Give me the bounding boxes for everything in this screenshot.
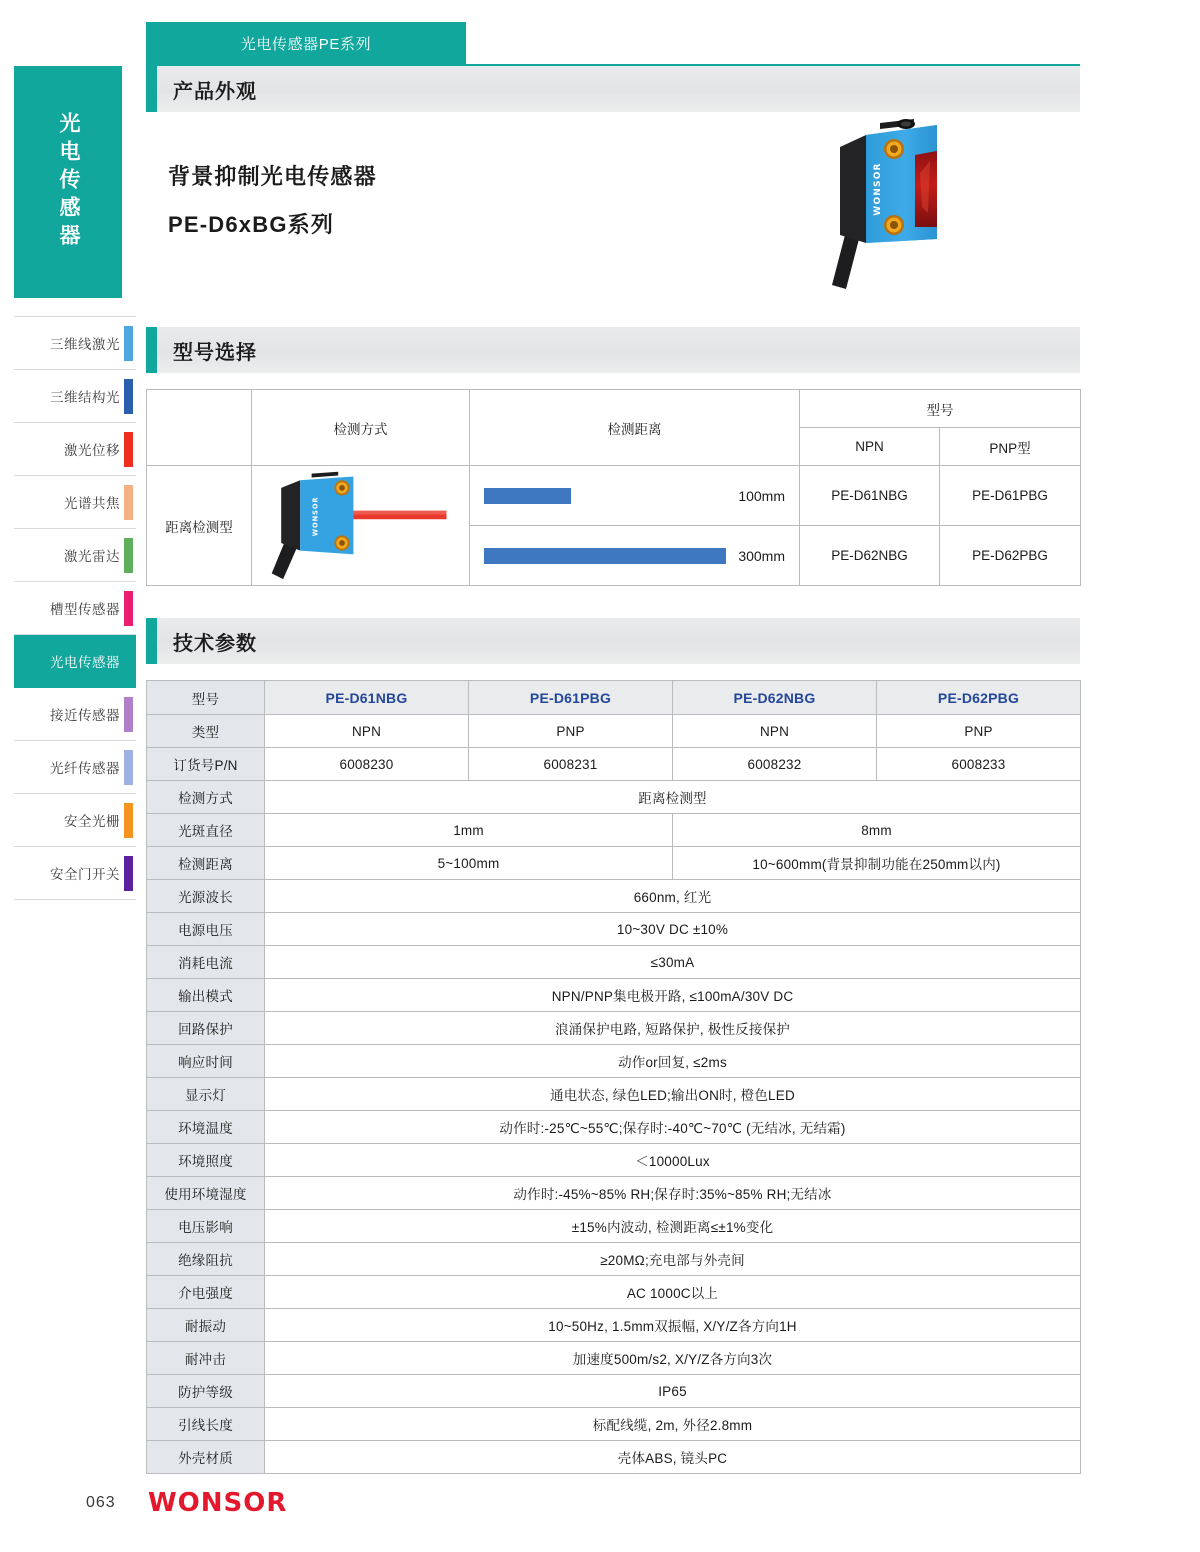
spec-value: 壳体ABS, 镜头PC [265, 1441, 1081, 1474]
model-table-head-detect-distance: 检测距离 [470, 390, 800, 466]
sidebar-item-label: 光纤传感器 [50, 761, 120, 776]
sidebar-item-0[interactable] [14, 317, 136, 370]
spec-row [147, 1210, 1081, 1243]
spec-value: 8mm [673, 814, 1081, 847]
photoelectric-sensor-illustration [796, 117, 1016, 297]
sidebar-item-color-swatch [124, 485, 133, 520]
spec-value: AC 1000C以上 [265, 1276, 1081, 1309]
sidebar-item-color-swatch [124, 750, 133, 785]
sidebar-item-9[interactable] [14, 794, 136, 847]
model-table-distance-cell [470, 526, 800, 586]
model-selection-table [146, 389, 1081, 586]
spec-value: PNP [469, 715, 673, 748]
spec-value: 浪涌保护电路, 短路保护, 极性反接保护 [265, 1012, 1081, 1045]
sidebar-active-category-tab [14, 66, 122, 298]
spec-row-label: 型号 [147, 681, 265, 715]
sidebar-item-4[interactable] [14, 529, 136, 582]
model-table-corner-cell [147, 390, 252, 466]
spec-value: 6008231 [469, 748, 673, 781]
model-table-sensor-thumbnail [252, 466, 470, 586]
model-table-npn-model: PE-D61NBG [800, 466, 940, 526]
spec-row-label: 使用环境湿度 [147, 1177, 265, 1210]
spec-value: 6008230 [265, 748, 469, 781]
sidebar-item-color-swatch [124, 538, 133, 573]
sidebar-item-label: 接近传感器 [50, 708, 120, 723]
spec-model-name: PE-D61NBG [265, 681, 469, 715]
spec-row [147, 1408, 1081, 1441]
model-table-head-detect-method: 检测方式 [252, 390, 470, 466]
spec-value: 动作or回复, ≤2ms [265, 1045, 1081, 1078]
sidebar-item-color-swatch [124, 326, 133, 361]
sidebar-item-label: 安全门开关 [50, 867, 120, 882]
product-name: 背景抑制光电传感器 [168, 164, 377, 189]
page-number: 063 [86, 1494, 116, 1511]
brand-logo: WONSOR [148, 1488, 288, 1518]
sidebar-item-label: 光谱共焦 [64, 496, 120, 511]
spec-row-label: 显示灯 [147, 1078, 265, 1111]
sidebar-item-label: 三维线激光 [50, 337, 120, 352]
spec-value: PNP [877, 715, 1081, 748]
spec-row [147, 979, 1081, 1012]
section-accent-bar [146, 327, 157, 373]
spec-row-label: 电压影响 [147, 1210, 265, 1243]
spec-row-label: 光斑直径 [147, 814, 265, 847]
spec-model-name: PE-D62NBG [673, 681, 877, 715]
sidebar-item-2[interactable] [14, 423, 136, 476]
spec-value: 660nm, 红光 [265, 880, 1081, 913]
spec-value: 通电状态, 绿色LED;输出ON时, 橙色LED [265, 1078, 1081, 1111]
section-header-tech-params [146, 618, 1080, 664]
spec-row [147, 1276, 1081, 1309]
page-footer [0, 1486, 1200, 1526]
spec-value: 5~100mm [265, 847, 673, 880]
spec-row-label: 消耗电流 [147, 946, 265, 979]
spec-row-label: 耐振动 [147, 1309, 265, 1342]
sidebar-item-3[interactable] [14, 476, 136, 529]
model-table-method-label: 距离检测型 [147, 466, 252, 586]
spec-value: ≤30mA [265, 946, 1081, 979]
spec-row-label: 响应时间 [147, 1045, 265, 1078]
spec-value: ±15%内波动, 检测距离≤±1%变化 [265, 1210, 1081, 1243]
spec-row-label: 介电强度 [147, 1276, 265, 1309]
spec-value: ＜10000Lux [265, 1144, 1081, 1177]
sidebar-item-label: 激光位移 [64, 443, 120, 458]
spec-value: 1mm [265, 814, 673, 847]
spec-row-label: 耐冲击 [147, 1342, 265, 1375]
sidebar-item-color-swatch [124, 697, 133, 732]
table-row [147, 466, 1081, 526]
spec-model-header-row [147, 681, 1081, 715]
model-table-pnp-model: PE-D62PBG [940, 526, 1081, 586]
spec-row [147, 1375, 1081, 1408]
product-series: PE-D6xBG系列 [168, 212, 335, 237]
spec-row-label: 输出模式 [147, 979, 265, 1012]
spec-row [147, 1045, 1081, 1078]
spec-model-name: PE-D61PBG [469, 681, 673, 715]
section-title-appearance: 产品外观 [173, 80, 257, 103]
spec-value: 10~30V DC ±10% [265, 913, 1081, 946]
spec-row-label: 引线长度 [147, 1408, 265, 1441]
sensor-with-beam-illustration [266, 466, 456, 582]
sidebar-item-6[interactable] [14, 635, 136, 688]
spec-value: ≥20MΩ;充电部与外壳间 [265, 1243, 1081, 1276]
spec-row-label: 回路保护 [147, 1012, 265, 1045]
spec-row [147, 1243, 1081, 1276]
spec-value: NPN [673, 715, 877, 748]
section-accent-bar [146, 66, 157, 112]
sidebar-item-5[interactable] [14, 582, 136, 635]
series-banner-label: 光电传感器PE系列 [240, 35, 372, 53]
sidebar-item-color-swatch [124, 803, 133, 838]
model-table-distance-cell [470, 466, 800, 526]
spec-row [147, 1342, 1081, 1375]
section-title-tech-params: 技术参数 [173, 632, 257, 655]
spec-row [147, 880, 1081, 913]
spec-value: 6008232 [673, 748, 877, 781]
spec-value: 标配线缆, 2m, 外径2.8mm [265, 1408, 1081, 1441]
spec-value: 加速度500m/s2, X/Y/Z各方向3次 [265, 1342, 1081, 1375]
distance-value: 100mm [738, 487, 785, 504]
table-row [147, 390, 1081, 428]
sidebar-item-color-swatch [124, 856, 133, 891]
spec-row [147, 814, 1081, 847]
section-header-appearance [146, 66, 1080, 112]
distance-bar [484, 548, 726, 564]
spec-model-name: PE-D62PBG [877, 681, 1081, 715]
product-photo [796, 117, 1016, 297]
distance-value: 300mm [738, 547, 785, 564]
spec-row-label: 绝缘阻抗 [147, 1243, 265, 1276]
series-banner [146, 22, 466, 64]
spec-row-label: 环境温度 [147, 1111, 265, 1144]
distance-bar [484, 488, 571, 504]
product-appearance-block [146, 112, 1080, 327]
sidebar-item-10[interactable] [14, 847, 136, 900]
spec-row-label: 检测距离 [147, 847, 265, 880]
spec-row [147, 1111, 1081, 1144]
sidebar-item-color-swatch [124, 432, 133, 467]
sidebar-item-1[interactable] [14, 370, 136, 423]
spec-row [147, 1078, 1081, 1111]
spec-row-label: 检测方式 [147, 781, 265, 814]
sidebar-item-8[interactable] [14, 741, 136, 794]
sidebar-item-color-swatch [124, 379, 133, 414]
main-content [146, 0, 1080, 1474]
svg-text:WONSOR: WONSOR [310, 496, 319, 537]
model-table-pnp-model: PE-D61PBG [940, 466, 1081, 526]
sidebar-item-7[interactable] [14, 688, 136, 741]
model-table-head-npn: NPN [800, 428, 940, 466]
spec-row [147, 748, 1081, 781]
spec-row [147, 1177, 1081, 1210]
spec-value: 距离检测型 [265, 781, 1081, 814]
sidebar-item-color-swatch [124, 591, 133, 626]
spec-value: IP65 [265, 1375, 1081, 1408]
spec-row-label: 环境照度 [147, 1144, 265, 1177]
sidebar [14, 0, 136, 900]
spec-value: 动作时:-45%~85% RH;保存时:35%~85% RH;无结冰 [265, 1177, 1081, 1210]
spec-value: NPN/PNP集电极开路, ≤100mA/30V DC [265, 979, 1081, 1012]
sidebar-item-label: 槽型传感器 [50, 602, 120, 617]
spec-value: 10~600mm(背景抑制功能在250mm以内) [673, 847, 1081, 880]
spec-row [147, 715, 1081, 748]
spec-row-label: 光源波长 [147, 880, 265, 913]
spec-row-label: 类型 [147, 715, 265, 748]
spec-row [147, 781, 1081, 814]
spec-value: 10~50Hz, 1.5mm双振幅, X/Y/Z各方向1H [265, 1309, 1081, 1342]
sidebar-item-label: 安全光栅 [64, 814, 120, 829]
spec-value: 动作时:-25℃~55℃;保存时:-40℃~70℃ (无结冰, 无结霜) [265, 1111, 1081, 1144]
sidebar-active-category-label: 光电传感器 [57, 112, 81, 252]
sidebar-item-label: 激光雷达 [64, 549, 120, 564]
spec-row [147, 1309, 1081, 1342]
model-table-head-model: 型号 [800, 390, 1081, 428]
spec-row [147, 847, 1081, 880]
spec-value: NPN [265, 715, 469, 748]
spec-row-label: 外壳材质 [147, 1441, 265, 1474]
section-header-model-select [146, 327, 1080, 373]
spec-row-label: 防护等级 [147, 1375, 265, 1408]
spec-value: 6008233 [877, 748, 1081, 781]
sensor-brand-text: WONSOR [873, 162, 883, 216]
section-accent-bar [146, 618, 157, 664]
spec-row [147, 913, 1081, 946]
technical-parameters-table [146, 680, 1081, 1474]
model-table-head-pnp: PNP型 [940, 428, 1081, 466]
section-title-model-select: 型号选择 [173, 341, 257, 364]
sidebar-item-label: 三维结构光 [50, 390, 120, 405]
spec-row [147, 946, 1081, 979]
spec-row [147, 1144, 1081, 1177]
spec-row-label: 订货号P/N [147, 748, 265, 781]
sidebar-nav [14, 316, 136, 900]
spec-row [147, 1441, 1081, 1474]
spec-row-label: 电源电压 [147, 913, 265, 946]
spec-row [147, 1012, 1081, 1045]
sidebar-item-label: 光电传感器 [50, 655, 120, 670]
model-table-npn-model: PE-D62NBG [800, 526, 940, 586]
